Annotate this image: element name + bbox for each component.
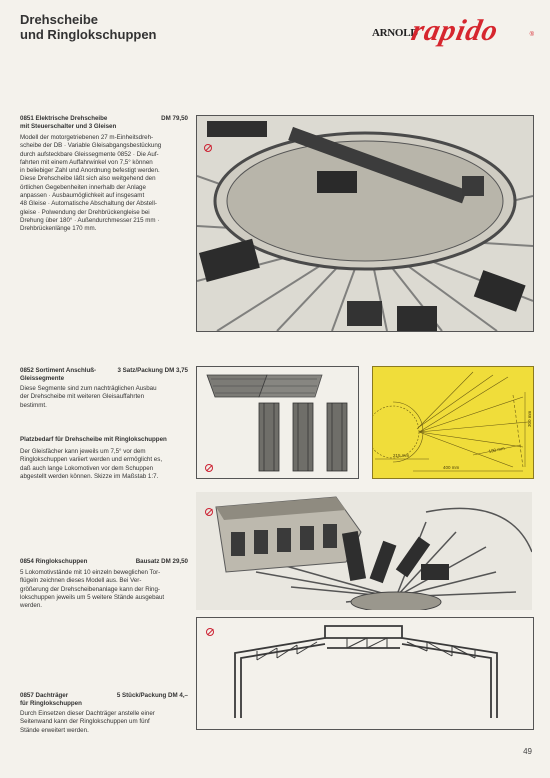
space-requirement-description: Der Gleisfächer kann jeweils um 7,5° vor dem Ringlokschuppen variiert werden und ermöglicht es, daß auch lange Lokomotiven vor dem Schuppen abgestellt werden können. Skizze im Maßstab 1:7. [20, 448, 163, 480]
dimension-400: 400 mm [443, 465, 460, 470]
dimension-300: 300 mm [527, 410, 532, 427]
no-entry-icon [205, 464, 213, 472]
track-segments-photo [196, 366, 359, 479]
page-title: Drehscheibe und Ringlokschuppen [20, 12, 157, 42]
locomotive-shed-photo [196, 492, 532, 610]
turntable-illustration [197, 116, 533, 331]
locomotive-shed-illustration [196, 492, 532, 610]
item-0857-heading: 0857 Dachträger für Ringlokschuppen 5 Stück/Packung DM 4,– [20, 692, 188, 707]
track-segments-illustration [197, 367, 358, 478]
space-diagram-drawing [373, 367, 533, 478]
item-0852-heading: 0852 Sortiment Anschluß- Gleissegmente 3 Satz/Packung DM 3,75 [20, 367, 188, 382]
item-0852-description: Diese Segmente sind zum nachträglichen Ausbau der Drehscheibe mit weiteren Gleisauffahrten bestimmt. [20, 385, 157, 409]
dimension-215: 215 mm [393, 453, 410, 458]
item-0851-description: Modell der motorgetriebenen 27 m-Einheitsdreh- scheibe der DB · Variable Gleisabgangsbestückung durch aufsteckbare Gleissegmente 0852 · Die Auf- fahrten mit einem Auffahrwinkel von 7,5° können in beliebiger Zahl und Anordnung befestigt werden. Diese Drehscheibe läßt sich also weitgehend den örtlichen Gegebenheiten innerhalb der Anlage anpassen · Ausbaumöglichkeit auf insgesamt 48 Gleise · Automatische Abschaltung der Abstell- gleise · Polwendung der Drehbrückengleise bei Drehung über 180° · Außendurchmesser 215 mm · Drehbrückenlänge 170 mm. [20, 134, 162, 233]
item-0851-heading: 0851 Elektrische Drehscheibe mit Steuerschalter und 3 Gleisen DM 79,50 [20, 115, 188, 130]
no-entry-icon [205, 508, 213, 516]
space-requirement-heading: Platzbedarf für Drehscheibe mit Ringlokschuppen [20, 436, 167, 443]
page-number: 49 [523, 747, 532, 756]
turntable-photo [196, 115, 534, 332]
arnold-rapido-logo: ARNOLD rapido ® [372, 14, 534, 47]
item-0854-description: 5 Lokomotivstände mit 10 einzeln beweglichen Tor- flügeln zeichnen dieses Modell aus. Bei Ver- größerung der Drehscheibenanlage kann der Ring- lokschuppen jeweils um 5 weitere Stände ausgebaut werden. [20, 569, 165, 610]
no-entry-icon [206, 628, 214, 636]
no-entry-icon [204, 144, 212, 152]
space-diagram [372, 366, 534, 479]
roof-girders-photo [196, 617, 534, 730]
roof-girders-illustration [197, 618, 533, 729]
item-0857-description: Durch Einsetzen dieser Dachträger anstelle einer Seitenwand kann der Ringlokschuppen um fünf Stände erweitert werden. [20, 710, 155, 734]
dimension-190: 190 mm [488, 445, 506, 454]
item-0854-heading: 0854 Ringlokschuppen Bausatz DM 29,50 [20, 558, 188, 565]
